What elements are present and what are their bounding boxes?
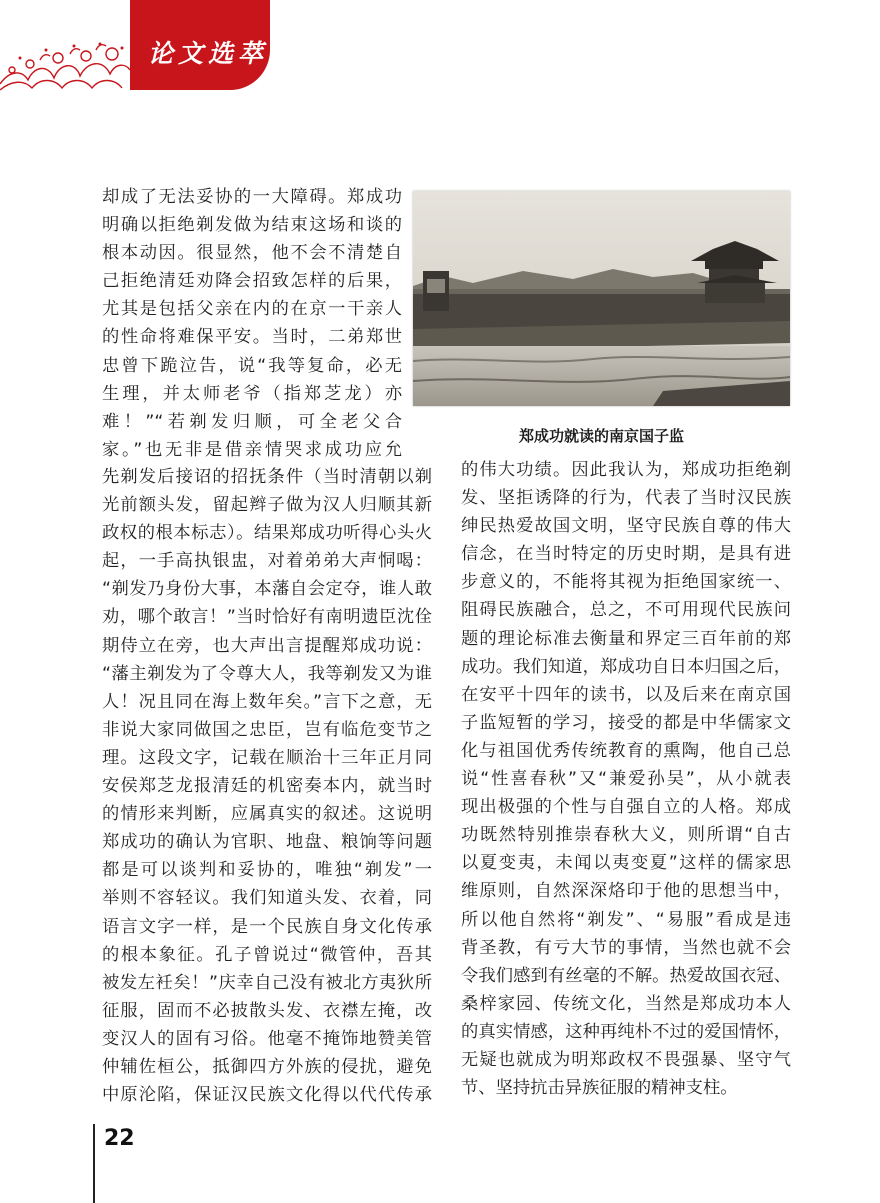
text-line: 信念，在当时特定的历史时期，是具有进 [461,544,791,565]
text-line: 根本动因。很显然，他不会不清楚自 [102,243,402,264]
text-line: 的性命将难保平安。当时，二弟郑世 [102,327,402,348]
text-line: 举则不容轻议。我们知道头发、衣着，同 [102,888,432,909]
text-line: 在安平十四年的读书，以及后来在南京国 [461,684,791,705]
nanjing-guozijian-photo [413,191,790,406]
text-line: 人！况且同在海上数年矣。”言下之意，无 [102,691,432,712]
page-divider [93,1124,95,1203]
text-line: 功既然特别推崇春秋大义，则所谓“自古 [461,825,791,846]
text-line: 尤其是包括父亲在内的在京一干亲人 [102,299,402,320]
text-line: 桑梓家园、传统文化，当然是郑成功本人 [461,993,791,1014]
text-line: 政权的根本标志）。结果郑成功听得心头火 [102,523,432,544]
text-line: 现出极强的个性与自强自立的人格。郑成 [461,797,791,818]
text-line: 生理，并太师老爷（指郑芝龙）亦 [102,383,402,404]
text-line: 起，一手高执银盅，对着弟弟大声恫喝： [102,551,432,572]
text-line: 的伟大功绩。因此我认为，郑成功拒绝剃 [461,460,791,480]
text-line: 题的理论标准去衡量和界定三百年前的郑 [461,628,791,649]
wave-decoration-icon [0,40,130,92]
text-line: 的真实情感，这种再纯朴不过的爱国情怀， [461,1021,791,1042]
figure-caption: 郑成功就读的南京国子监 [518,427,684,445]
text-line: 被发左衽矣！”庆幸自己没有被北方夷狄所 [102,972,432,993]
text-line: 明确以拒绝剃发做为结束这场和谈的 [102,215,402,236]
text-line: 非说大家同做国之忠臣，岂有临危变节之 [102,719,432,740]
text-line: 令我们感到有丝毫的不解。热爱故国衣冠、 [461,965,791,986]
text-column-left-bottom [102,463,432,1109]
text-line: 家。”也无非是借亲情哭求成功应允 [102,439,402,460]
text-line: 劝，哪个敢言！”当时恰好有南明遗臣沈佺 [102,607,432,628]
text-column-right [461,456,791,1102]
text-line: 发、坚拒诱降的行为，代表了当时汉民族 [461,488,791,509]
text-line: 化与祖国优秀传统教育的熏陶，他自己总 [461,740,791,761]
text-line: 节、坚持抗击异族征服的精神支柱。 [461,1078,738,1099]
text-line: 都是可以谈判和妥协的，唯独“剃发”一 [102,860,432,881]
text-line: 维原则，自然深深烙印于他的思想当中， [461,881,791,902]
text-line: “剃发乃身份大事，本藩自会定夺，谁人敢 [102,579,432,600]
text-line: 理。这段文字，记载在顺治十三年正月同 [102,747,432,768]
text-line: 难！”“若剃发归顺，可全老父合 [102,411,402,432]
page-number: 22 [104,1126,135,1151]
text-line: 所以他自然将“剃发”、“易服”看成是违 [461,909,791,930]
text-line: 的情形来判断，应属真实的叙述。这说明 [102,804,432,825]
text-line: 己拒绝清廷劝降会招致怎样的后果， [102,271,402,292]
text-line: 期侍立在旁，也大声出言提醒郑成功说： [102,635,432,656]
text-line: 成功。我们知道，郑成功自日本归国之后， [461,656,791,677]
section-title: 论文选萃 [148,39,269,68]
text-column-left-top [102,183,402,464]
text-line: 安侯郑芝龙报清廷的机密奏本内，就当时 [102,776,432,797]
text-line: 无疑也就成为明郑政权不畏强暴、坚守气 [461,1049,791,1070]
text-line: 中原沦陷，保证汉民族文化得以代代传承 [102,1085,432,1106]
text-line: 先剃发后接诏的招抚条件（当时清朝以剃 [102,467,432,487]
text-line: 以夏变夷，未闻以夷变夏”这样的儒家思 [461,853,791,874]
text-line: 绅民热爱故国文明，坚守民族自尊的伟大 [461,516,791,537]
text-line: 的根本象征。孔子曾说过“微管仲，吾其 [102,944,432,965]
text-line: 步意义的，不能将其视为拒绝国家统一、 [461,572,791,593]
text-line: 郑成功的确认为官职、地盘、粮饷等问题 [102,832,432,853]
text-line: 阻碍民族融合，总之，不可用现代民族问 [461,600,791,621]
historic-photo-illustration [413,191,790,406]
text-line: 光前额头发，留起辫子做为汉人归顺其新 [102,495,432,516]
text-line: 子监短暂的学习，接受的都是中华儒家文 [461,712,791,733]
text-line: 变汉人的固有习俗。他毫不掩饰地赞美管 [102,1028,432,1049]
text-line: 背圣教，有亏大节的事情，当然也就不会 [461,937,791,958]
text-line: 却成了无法妥协的一大障碍。郑成功 [102,187,402,207]
text-line: 忠曾下跪泣告，说“我等复命，必无 [102,355,402,376]
text-line: 语言文字一样，是一个民族自身文化传承 [102,916,432,937]
text-line: 征服，固而不必披散头发、衣襟左掩，改 [102,1000,432,1021]
text-line: 说“性喜春秋”又“兼爱孙吴”，从小就表 [461,769,791,790]
text-line: “藩主剃发为了令尊大人，我等剃发又为谁 [102,663,432,684]
text-line: 仲辅佐桓公，抵御四方外族的侵扰，避免 [102,1056,432,1077]
